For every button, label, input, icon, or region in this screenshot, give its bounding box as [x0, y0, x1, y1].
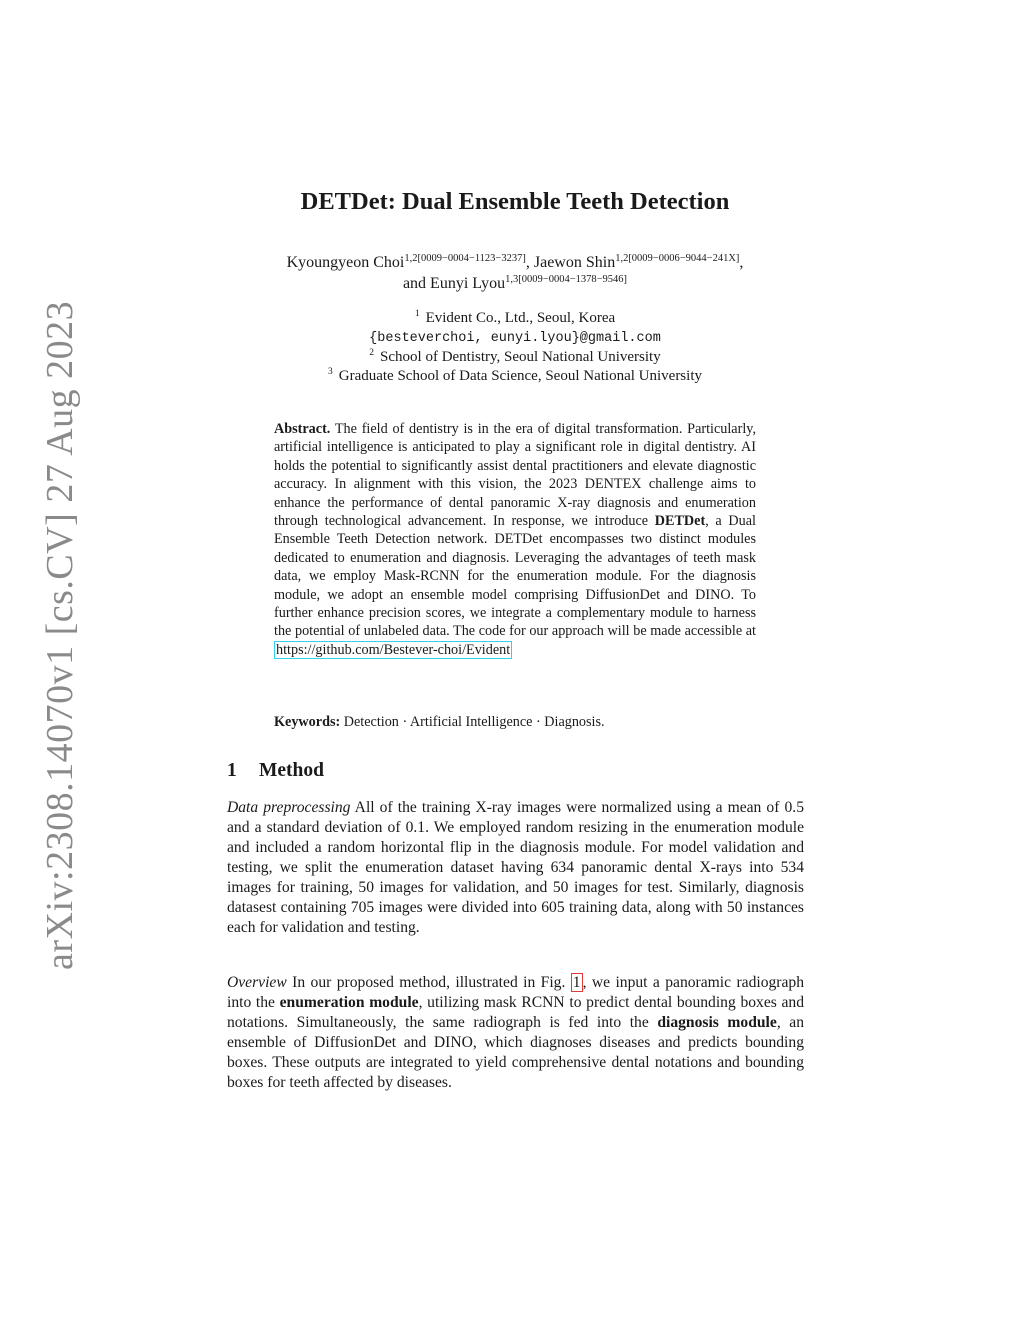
author-name: Eunyi Lyou	[430, 275, 506, 292]
author-separator: ,	[739, 254, 744, 271]
paper-title: DETDet: Dual Ensemble Teeth Detection	[300, 188, 730, 215]
abstract-text: , a Dual Ensemble Teeth Detection network. DETDet encompasses two distinct modules dedicated to enumeration and diagnosis. Leveraging the advantages of teeth mask data, we employ Mask-RCNN for the enumeration module. For the diagnosis module, we adopt an ensemble model comprising DiffusionDet and DINO. To further enhance precision scores, we integrate a complementary module to harness the potential of unlabeled data. The code for our approach will be made accessible at	[274, 513, 756, 640]
diagnosis-module-term: diagnosis module	[657, 1014, 777, 1031]
author-separator: ,	[525, 254, 534, 271]
affiliation-1	[0, 309, 1024, 328]
paragraph-text: , we input a panoramic radiograph into the	[227, 974, 805, 1011]
paragraph-text: , an ensemble of DiffusionDet and DINO, which diagnoses diseases and predicts bounding boxes. These outputs are integrated to yield comprehensive dental notations and bounding boxes for teeth affected by diseases.	[227, 1014, 805, 1091]
affiliation-list	[0, 309, 1024, 385]
section-number: 1	[227, 760, 237, 781]
author-affiliation-orcid: 1,3[0009−0004−1378−9546]	[505, 274, 628, 285]
paragraph-text: , utilizing mask RCNN to predict dental bounding boxes and notations. Simultaneously, the same radiograph is fed into the	[227, 994, 805, 1031]
section-heading	[227, 758, 324, 784]
enumeration-module-term: enumeration module	[279, 994, 419, 1011]
abstract-text: The field of dentistry is in the era of digital transformation. Particularly, artificial intelligence is anticipated to play a significant role in digital dentistry. AI holds the potential to significantly assist dental practitioners and elevate diagnostic accuracy. In alignment with this vision, the 2023 DENTEX challenge aims to enhance the performance of dental panoramic X-ray diagnosis and enumeration through technological advancement. In response, we introduce	[274, 421, 756, 530]
affiliation-text: School of Dentistry, Seoul National University	[380, 349, 661, 365]
author-emails	[0, 328, 1024, 349]
affiliation-2	[0, 348, 1024, 367]
section-title: Method	[259, 760, 324, 781]
keywords	[274, 713, 756, 731]
email-addresses: {besteverchoi, eunyi.lyou}@gmail.com	[369, 330, 661, 346]
affiliation-3	[0, 367, 1024, 386]
abstract-model-name: DETDet	[654, 513, 706, 530]
author-name: Kyoungyeon Choi	[286, 254, 405, 271]
paragraph-text: All of the training X-ray images were normalized using a mean of 0.5 and a standard deviation of 0.1. We employed random resizing in the enumeration module and included a random horizontal flip in the diagnosis module. For model validation and testing, we split the enumeration dataset having 634 panoramic dental X-rays into 534 images for training, 50 images for validation, and 50 images for test. Similarly, diagnosis datasest containing 705 images were divided into 605 training data, along with 50 instances each for validation and testing.	[227, 799, 804, 936]
keywords-text: Detection · Artificial Intelligence · Diagnosis.	[340, 714, 605, 730]
code-repository-link[interactable]: https://github.com/Bestever-choi/Evident	[276, 641, 511, 658]
affiliation-number: 1	[414, 309, 420, 319]
arxiv-identifier-stamp: arXiv:2308.14070v1 [cs.CV] 27 Aug 2023	[39, 300, 81, 970]
paragraph-overview	[227, 973, 804, 1093]
paragraph-lead: Data preprocessing	[227, 799, 351, 816]
figure-reference-link[interactable]: 1	[572, 974, 581, 991]
affiliation-text: Graduate School of Data Science, Seoul National University	[338, 367, 702, 384]
author-list	[0, 252, 1024, 294]
keywords-label: Keywords:	[274, 714, 341, 730]
affiliation-number: 3	[328, 366, 333, 377]
abstract	[274, 420, 756, 659]
author-affiliation-orcid: 1,2[0009−0004−1123−3237]	[404, 253, 526, 264]
abstract-label: Abstract.	[274, 421, 331, 437]
author-affiliation-orcid: 1,2[0009−0006−9044−241X]	[615, 253, 740, 264]
author-conjunction: and	[402, 275, 431, 292]
paragraph-data-preprocessing	[227, 798, 804, 938]
affiliation-number: 2	[369, 348, 375, 358]
author-name: Jaewon Shin	[533, 254, 616, 271]
paragraph-lead: Overview	[227, 974, 287, 991]
affiliation-text: Evident Co., Ltd., Seoul, Korea	[425, 310, 616, 326]
paragraph-text: In our proposed method, illustrated in Fig.	[286, 974, 571, 991]
